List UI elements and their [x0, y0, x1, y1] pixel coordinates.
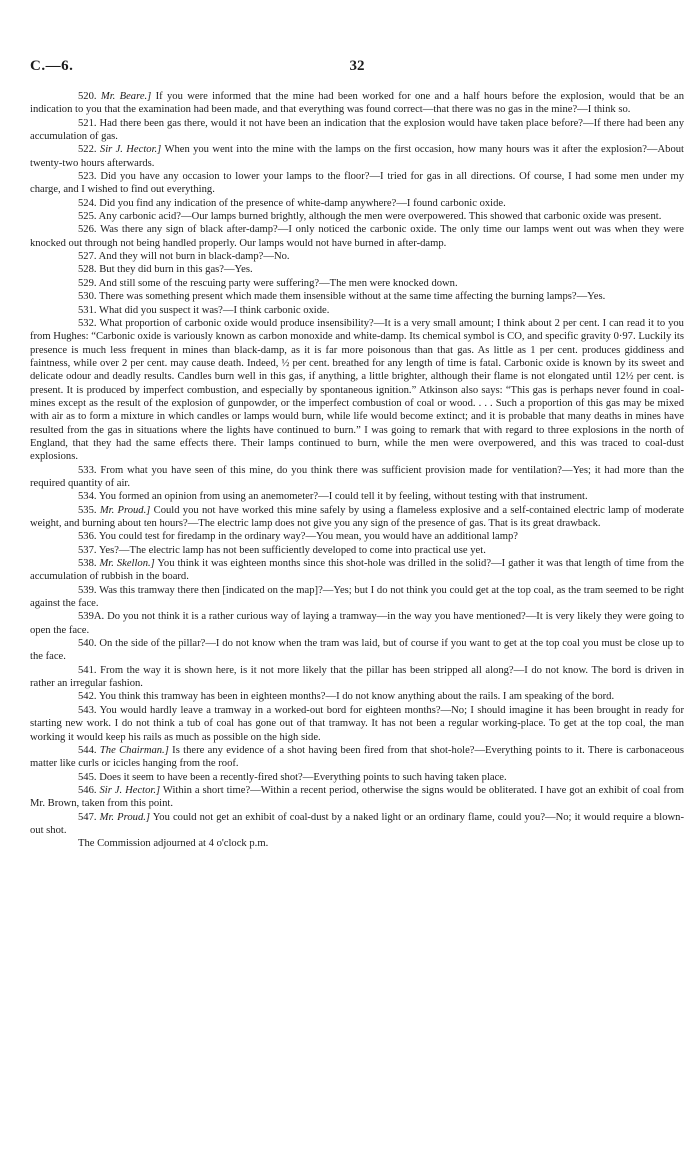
question-answer-text: What proportion of carbonic oxide would produce insensibility?—It is a very small amount; I think about 2 per cent. I can read it to you from Hughes: “Carbonic oxide is variously known as carbon monoxide and white-damp. Its chemical symbol is CO, and specific gravity 0·97. Luckily its presence is much less frequent in mines than black-damp, as it is far more poisonous than that gas. As little as 1 per cent. produces giddiness and faintness, while over 2 per cent. may cause death. Indeed, ½ per cent. breathed for any length of time is fatal. Carbonic oxide is known by its sweet and delicate odour and deadly results. Candles burn well in this gas, if anything, a little brighter, although their flame is not elongated until 12½ per cent. is present. It is produced by imperfect combustion, and especially by spontaneous ignition.” Atkinson also says: “This gas is perhaps never found in coal-mines except as the result of the explosion of gunpowder, or the imperfect combustion of coal or wood. . . . Such a proportion of this gas may be mixed with air as to form a mixture in which candles or lamps would burn, while life would become extinct; and it is probable that many deaths in mines have resulted from the gas in situations where the lights have continued to burn.” I was going to remark that with regard to three explosions in the north of England, that they had the same effects there. Their lamps continued to burn, while the men were overpowered, and this was traced to coal-dust explosions. [30, 317, 684, 463]
question-answer-text: Yes?—The electric lamp has not been sufficiently developed to come into practical use yet. [98, 544, 486, 556]
evidence-paragraph [30, 170, 684, 197]
question-answer-text: Does it seem to have been a recently-fired shot?—Everything points to such having taken place. [99, 771, 507, 783]
evidence-paragraph [30, 263, 684, 276]
evidence-paragraph [30, 664, 684, 691]
question-number: 528. [78, 264, 97, 276]
question-answer-text: You could not get an exhibit of coal-dust by a naked light or an ordinary flame, could you?—No; it would require a blown-out shot. [30, 811, 685, 836]
evidence-paragraph [30, 544, 684, 557]
question-answer-text: Any carbonic acid?—Our lamps burned brightly, although the men were overpowered. This showed that carbonic oxide was present. [98, 211, 662, 223]
question-answer-text: The Commission adjourned at 4 o'clock p.m. [78, 838, 269, 850]
speaker-name: Mr. Proud.] [99, 811, 151, 823]
evidence-paragraph [30, 811, 684, 838]
question-answer-text: From what you have seen of this mine, do you think there was sufficient provision made for ventilation?—Yes; it had more than the required quantity of air. [30, 464, 684, 489]
question-answer-text: From the way it is shown here, is it not more likely that the pillar has been stripped all along?—I do not know. The bord is driven in rather an irregular fashion. [30, 664, 684, 690]
question-answer-text: Did you have any occasion to lower your lamps to the floor?—I tried for gas in all directions. Of course, I had some men under my charge, and I wished to find out everything. [30, 171, 684, 196]
question-number: 540. [78, 638, 97, 650]
question-answer-text: You could test for firedamp in the ordinary way?—You mean, you would have an additional lamp? [98, 531, 518, 543]
question-number: 533. [78, 464, 97, 476]
question-number: 524. [78, 197, 97, 209]
evidence-paragraph [30, 584, 684, 611]
evidence-paragraph [30, 90, 684, 117]
question-answer-text: But they did burn in this gas?—Yes. [99, 264, 253, 276]
question-answer-text: On the side of the pillar?—I do not know when the tram was laid, but of course if you want to get at the top coal you must be close up to the face. [30, 638, 685, 663]
question-number: 523. [78, 171, 97, 183]
question-number: 544. [78, 744, 97, 756]
question-answer-text: If you were informed that the mine had been worked for one and a half hours before the explosion, would that be an indication to you that the examination had been made, and that everything was found correct—that there was no gas in the mine?—I think so. [30, 91, 684, 116]
speaker-name: Mr. Beare.] [100, 91, 152, 102]
speaker-name: Mr. Proud.] [99, 504, 151, 516]
speaker-name: The Chairman.] [99, 744, 169, 756]
evidence-paragraph [30, 304, 684, 317]
question-answer-text: Do you not think it is a rather curious way of laying a tramway—in the way you have mentioned?—It is very likely they were going to open the face. [30, 611, 684, 636]
evidence-paragraph [30, 250, 684, 263]
question-number: 543. [78, 704, 97, 716]
speaker-name: Sir J. Hector.] [99, 784, 161, 796]
evidence-paragraph [30, 530, 684, 543]
question-answer-text: And still some of the rescuing party were suffering?—The men were knocked down. [98, 277, 458, 289]
question-number: 535. [78, 504, 97, 516]
question-answer-text: There was something present which made them insensible without at the same time affecting the burning lamps?—Yes. [99, 291, 606, 303]
question-answer-text: Within a short time?—Within a recent period, otherwise the signs would be obliterated. I have got an exhibit of coal from Mr. Brown, taken from this point. [30, 784, 684, 810]
evidence-paragraph [30, 837, 684, 850]
question-number: 521. [78, 117, 97, 129]
question-answer-text: Did you find any indication of the presence of white-damp anywhere?—I found carbonic oxide. [99, 197, 506, 209]
page-header [30, 58, 684, 78]
question-number: 525. [78, 211, 97, 223]
question-number: 526. [78, 224, 97, 236]
question-answer-text: Was there any sign of black after-damp?—I only noticed the carbonic oxide. The only time our lamps went out was when they were knocked out through not being handled properly. Our lamps would not have burned in after-damp. [30, 224, 684, 249]
question-number: 542. [78, 691, 97, 703]
evidence-paragraph [30, 197, 684, 210]
document-reference: C.—6. [30, 58, 74, 74]
speaker-name: Sir J. Hector.] [99, 144, 162, 156]
question-number: 538. [78, 558, 97, 570]
question-number: 527. [78, 251, 97, 263]
question-answer-text: Could you not have worked this mine safely by using a flameless explosive and a self-contained electric lamp of moderate weight, and burning about ten hours?—The electric lamp does not give you any sign of the presence of gas. That is its great drawback. [30, 504, 684, 529]
evidence-paragraph [30, 143, 684, 170]
question-number: 541. [78, 664, 97, 676]
question-number: 547. [78, 811, 97, 823]
question-number: 530. [78, 291, 97, 303]
question-number: 531. [78, 304, 97, 316]
question-number: 545. [78, 771, 97, 783]
evidence-paragraph [30, 771, 684, 784]
question-number: 536. [78, 531, 97, 543]
evidence-paragraph [30, 610, 684, 637]
question-answer-text: Had there been gas there, would it not have been an indication that the explosion would have taken place before?—If there had been any accumulation of gas. [30, 117, 684, 143]
question-answer-text: What did you suspect it was?—I think carbonic oxide. [99, 304, 330, 316]
question-number: 529. [78, 277, 97, 289]
question-number: 546. [78, 784, 97, 796]
evidence-paragraph [30, 744, 684, 771]
question-answer-text: You think it was eighteen months since this shot-hole was drilled in the solid?—I gather it was that length of time from the accumulation of rubbish in the board. [30, 558, 684, 583]
evidence-paragraph [30, 637, 684, 664]
evidence-paragraph [30, 704, 684, 744]
evidence-paragraph [30, 317, 684, 464]
question-number: 539A. [78, 611, 105, 623]
question-answer-text: You formed an opinion from using an anemometer?—I could tell it by feeling, without testing with that instrument. [98, 491, 588, 503]
question-answer-text: Was this tramway there then [indicated on the map]?—Yes; but I do not think you could get at the top coal, as the tram seemed to be right against the face. [30, 584, 684, 610]
question-answer-text: And they will not burn in black-damp?—No. [98, 251, 290, 263]
evidence-paragraph [30, 464, 684, 491]
question-answer-text: You think this tramway has been in eighteen months?—I do not know anything about the rails. I am speaking of the bord. [98, 691, 615, 703]
evidence-paragraph [30, 504, 684, 531]
question-number: 537. [78, 544, 97, 556]
question-number: 532. [78, 317, 97, 329]
evidence-paragraph [30, 223, 684, 250]
question-answer-text: Is there any evidence of a shot having been fired from that shot-hole?—Everything points to it. There is carbonaceous matter like curls or icicles hanging from the roof. [30, 744, 684, 770]
evidence-paragraph [30, 690, 684, 703]
evidence-paragraph [30, 490, 684, 503]
evidence-paragraph [30, 290, 684, 303]
evidence-paragraph [30, 557, 684, 584]
speaker-name: Mr. Skellon.] [99, 558, 155, 570]
evidence-paragraph [30, 784, 684, 811]
question-answer-text: When you went into the mine with the lamps on the first occasion, how many hours was it after the explosion?—About twenty-two hours afterwards. [30, 144, 684, 169]
evidence-text [30, 90, 684, 851]
question-answer-text: You would hardly leave a tramway in a worked-out bord for eighteen months?—No; I should imagine it has been brought in ready for starting new work. I do not think a tub of coal has gone out of that tramway. It has not been a regular working-place. To get at the top coal, the man working it would keep his rails as much as possible on the high side. [30, 704, 684, 743]
question-number: 522. [78, 144, 97, 156]
evidence-paragraph [30, 277, 684, 290]
question-number: 539. [78, 584, 97, 596]
evidence-paragraph [30, 117, 684, 144]
question-number: 534. [78, 491, 97, 503]
evidence-paragraph [30, 210, 684, 223]
page-number: 32 [349, 58, 365, 74]
question-number: 520. [78, 91, 97, 102]
